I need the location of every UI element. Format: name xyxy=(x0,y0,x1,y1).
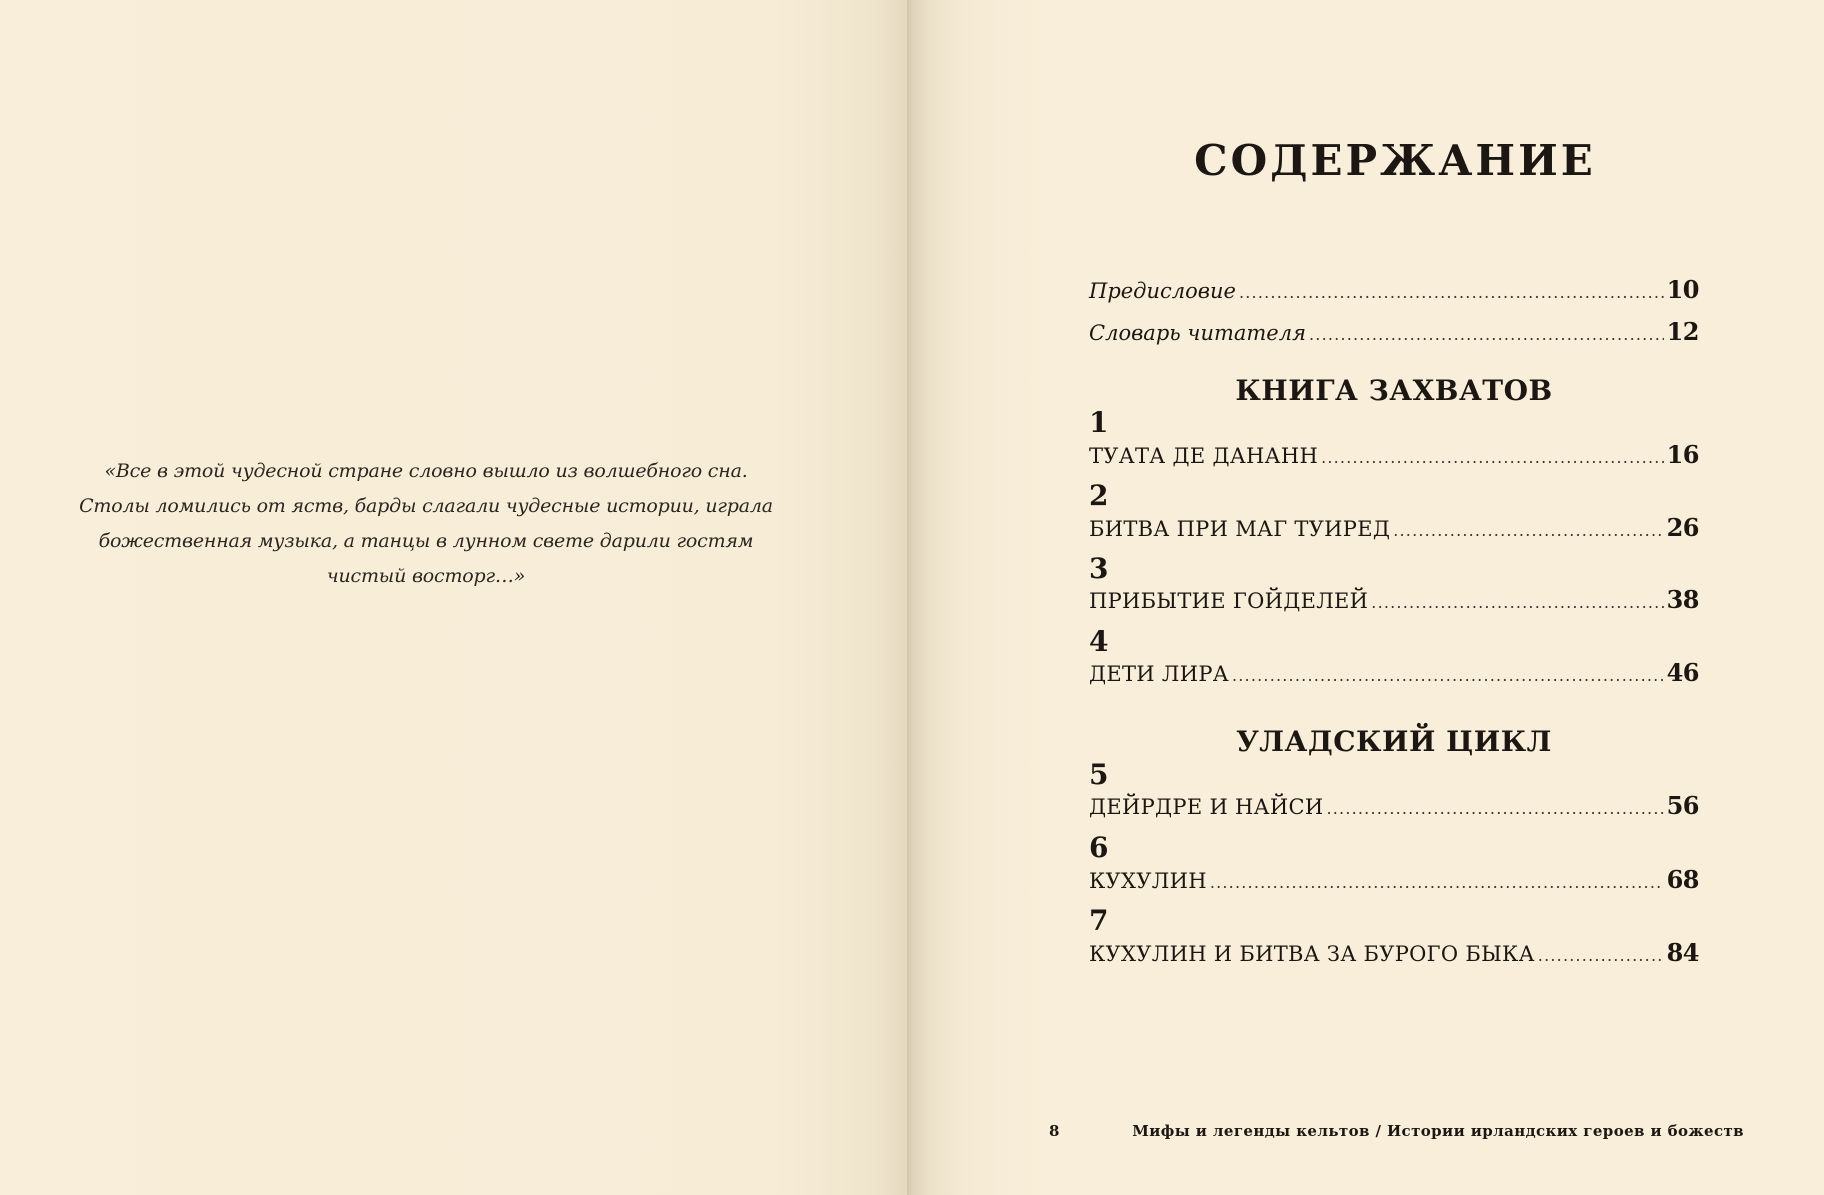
toc-entry-label: БИТВА ПРИ МАГ ТУИРЕД xyxy=(1089,517,1391,541)
toc-leader-dots xyxy=(1371,593,1663,612)
toc-entry-preface[interactable] xyxy=(1089,275,1699,304)
toc-page-number: 26 xyxy=(1666,513,1699,542)
toc-page-number: 16 xyxy=(1666,440,1699,469)
toc-leader-dots xyxy=(1239,283,1664,302)
footer-running-title: Мифы и легенды кельтов / Истории ирландских героев и божеств xyxy=(1132,1122,1744,1140)
chapter-number: 2 xyxy=(1089,479,1109,512)
toc-entry-chapter-5[interactable] xyxy=(1089,791,1699,820)
chapter-number: 7 xyxy=(1089,904,1109,937)
section-heading-ulster-cycle: УЛАДСКИЙ ЦИКЛ xyxy=(1236,725,1552,758)
toc-leader-dots xyxy=(1321,448,1664,467)
epigraph-quote: «Все в этой чудесной стране словно вышло из волшебного сна. Столы ломились от яств, барды слагали чудесные истории, играла божественная музыка, а танцы в лунном свете дарили гостям чистый восторг…» xyxy=(79,460,773,587)
toc-entry-chapter-3[interactable] xyxy=(1089,585,1699,614)
toc-page-number: 84 xyxy=(1666,938,1699,967)
chapter-number: 6 xyxy=(1089,831,1109,864)
toc-leader-dots xyxy=(1326,799,1663,818)
chapter-number: 3 xyxy=(1089,552,1109,585)
chapter-number: 4 xyxy=(1089,625,1109,658)
toc-entry-label: ДЕЙРДРЕ И НАЙСИ xyxy=(1089,795,1324,819)
book-gutter xyxy=(907,0,911,1195)
toc-leader-dots xyxy=(1232,666,1664,685)
chapter-number: 1 xyxy=(1089,406,1109,439)
toc-entry-label: ПРИБЫТИЕ ГОЙДЕЛЕЙ xyxy=(1089,589,1369,613)
left-page xyxy=(0,0,910,1195)
toc-page-number: 56 xyxy=(1666,791,1699,820)
toc-entry-label: ДЕТИ ЛИРА xyxy=(1089,662,1229,686)
toc-title: СОДЕРЖАНИЕ xyxy=(1194,136,1596,185)
section-heading-book-of-invasions: КНИГА ЗАХВАТОВ xyxy=(1235,374,1553,407)
toc-page-number: 12 xyxy=(1666,317,1699,346)
toc-entry-label: КУХУЛИН xyxy=(1089,869,1207,893)
toc-entry-label: ТУАТА ДЕ ДАНАНН xyxy=(1089,444,1319,468)
toc-entry-label: КУХУЛИН И БИТВА ЗА БУРОГО БЫКА xyxy=(1089,942,1535,966)
toc-page-number: 46 xyxy=(1666,658,1699,687)
toc-leader-dots xyxy=(1538,946,1664,965)
toc-entry-chapter-1[interactable] xyxy=(1089,440,1699,469)
toc-entry-label: Предисловие xyxy=(1089,279,1236,303)
chapter-number: 5 xyxy=(1089,758,1109,791)
toc-leader-dots xyxy=(1210,873,1664,892)
toc-entry-chapter-7[interactable] xyxy=(1089,938,1699,967)
toc-entry-chapter-4[interactable] xyxy=(1089,658,1699,687)
toc-page-number: 38 xyxy=(1666,585,1699,614)
toc-entry-chapter-2[interactable] xyxy=(1089,513,1699,542)
footer-page-number: 8 xyxy=(1049,1122,1060,1140)
toc-entry-label: Словарь читателя xyxy=(1089,321,1307,345)
toc-entry-glossary[interactable] xyxy=(1089,317,1699,346)
toc-entry-chapter-6[interactable] xyxy=(1089,865,1699,894)
toc-leader-dots xyxy=(1309,325,1664,344)
toc-page-number: 10 xyxy=(1666,275,1699,304)
toc-page-number: 68 xyxy=(1666,865,1699,894)
toc-leader-dots xyxy=(1393,521,1663,540)
